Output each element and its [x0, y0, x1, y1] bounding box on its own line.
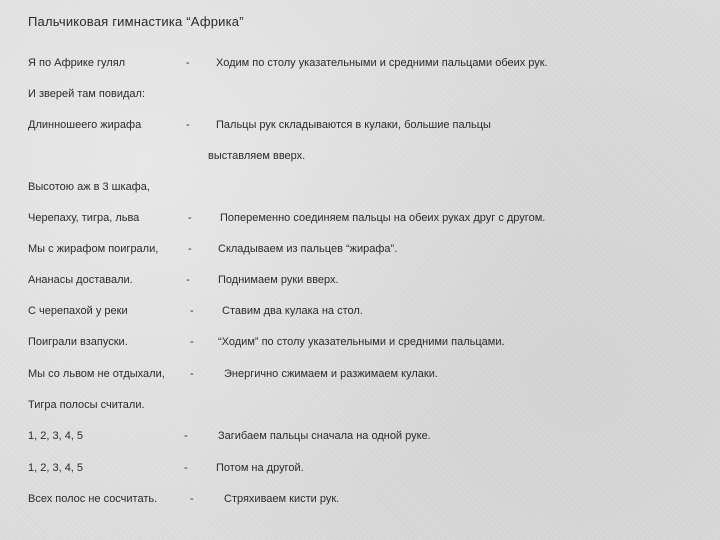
- verse-line: 1, 2, 3, 4, 5: [28, 462, 84, 474]
- dash-separator: -: [188, 212, 192, 224]
- verse-line: Я по Африке гулял: [28, 57, 126, 69]
- list-item: [0, 333, 720, 351]
- action-text: Загибаем пальцы сначала на одной руке.: [218, 430, 431, 442]
- list-item: [0, 116, 720, 134]
- verse-line: Высотою аж в 3 шкафа,: [28, 181, 150, 193]
- list-item: [0, 178, 720, 196]
- dash-separator: -: [190, 305, 194, 317]
- dash-separator: -: [184, 430, 188, 442]
- list-item: [0, 459, 720, 477]
- action-text: Пальцы рук складываются в кулаки, большие пальцы: [216, 119, 491, 131]
- list-item: [0, 54, 720, 72]
- list-item: [0, 85, 720, 103]
- verse-line: Мы со львом не отдыхали,: [28, 368, 165, 380]
- dash-separator: -: [186, 274, 190, 286]
- action-text: “Ходим” по столу указательными и средними пальцами.: [218, 336, 505, 348]
- action-text: Ставим два кулака на стол.: [222, 305, 363, 317]
- dash-separator: -: [186, 57, 190, 69]
- list-item: [0, 490, 720, 508]
- dash-separator: -: [188, 243, 192, 255]
- list-item: [0, 209, 720, 227]
- verse-line: Ананасы доставали.: [28, 274, 133, 286]
- list-item: [0, 365, 720, 383]
- dash-separator: -: [186, 119, 190, 131]
- dash-separator: -: [184, 462, 188, 474]
- verse-line: Длинношеего жирафа: [28, 119, 142, 131]
- list-item: [0, 427, 720, 445]
- list-item: [0, 302, 720, 320]
- verse-line: 1, 2, 3, 4, 5: [28, 430, 84, 442]
- list-item: [0, 396, 720, 414]
- action-text: Поднимаем руки вверх.: [218, 274, 339, 286]
- action-continuation: выставляем вверх.: [208, 150, 306, 162]
- action-text: Ходим по столу указательными и средними пальцами обеих рук.: [216, 57, 548, 69]
- verse-line: С черепахой у реки: [28, 305, 128, 317]
- action-text: Стряхиваем кисти рук.: [224, 493, 340, 505]
- verse-line: Мы с жирафом поиграли,: [28, 243, 159, 255]
- list-item: [0, 147, 720, 165]
- action-text: Складываем из пальцев “жирафа”.: [218, 243, 398, 255]
- page-title: Пальчиковая гимнастика “Африка”: [28, 14, 244, 29]
- dash-separator: -: [190, 368, 194, 380]
- action-text: Попеременно соединяем пальцы на обеих руках друг с другом.: [220, 212, 546, 224]
- verse-line: Тигра полосы считали.: [28, 399, 145, 411]
- action-text: Энергично сжимаем и разжимаем кулаки.: [224, 368, 438, 380]
- action-text: Потом на другой.: [216, 462, 304, 474]
- dash-separator: -: [190, 493, 194, 505]
- verse-line: Поиграли взапуски.: [28, 336, 128, 348]
- verse-line: Черепаху, тигра, льва: [28, 212, 140, 224]
- list-item: [0, 271, 720, 289]
- verse-line: Всех полос не сосчитать.: [28, 493, 158, 505]
- verse-line: И зверей там повидал:: [28, 88, 146, 100]
- list-item: [0, 240, 720, 258]
- dash-separator: -: [190, 336, 194, 348]
